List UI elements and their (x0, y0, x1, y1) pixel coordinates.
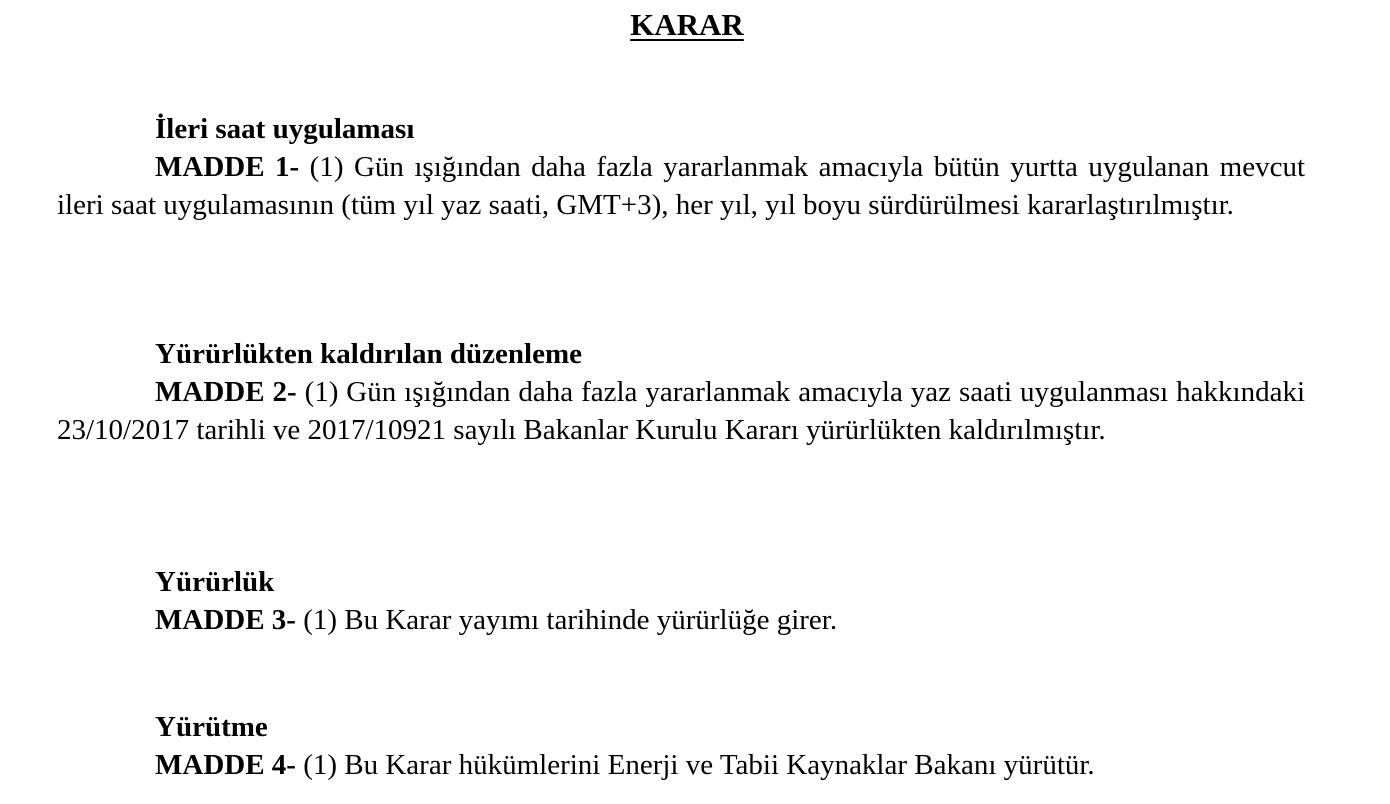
document-title: KARAR (630, 7, 744, 42)
article-text: (1) Bu Karar yayımı tarihinde yürürlüğe girer. (295, 604, 838, 636)
article-paragraph (57, 601, 1305, 639)
article-label: MADDE 3- (155, 604, 296, 636)
article-heading: İleri saat uygulaması (155, 113, 415, 145)
article-label: MADDE 2- (155, 376, 297, 408)
article-paragraph (57, 148, 1305, 224)
article-text: (1) Gün ışığından daha fazla yararlanmak amacıyla yaz saati uygulanması hakkındaki 23/10/2017 tarihli ve 2017/10921 sayılı Bakanlar Kurulu Kararı yürürlükten kaldırılmıştır. (57, 376, 1305, 446)
article-label: MADDE 1- (155, 151, 300, 183)
article-3 (57, 563, 1305, 639)
article-4 (57, 708, 1305, 784)
article-label: MADDE 4- (155, 749, 296, 781)
article-paragraph (57, 373, 1305, 449)
article-text: (1) Gün ışığından daha fazla yararlanmak amacıyla bütün yurtta uygulanan mevcut ileri saat uygulamasının (tüm yıl yaz saati, GMT+3), her yıl, yıl boyu sürdürülmesi kararlaştırılmıştır. (57, 151, 1306, 221)
article-heading: Yürürlükten kaldırılan düzenleme (155, 338, 582, 370)
article-paragraph (57, 746, 1305, 784)
article-heading: Yürürlük (155, 566, 275, 598)
article-1 (57, 110, 1305, 224)
article-2 (57, 335, 1305, 449)
article-text: (1) Bu Karar hükümlerini Enerji ve Tabii Kaynaklar Bakanı yürütür. (295, 749, 1095, 781)
article-heading: Yürütme (155, 711, 268, 743)
